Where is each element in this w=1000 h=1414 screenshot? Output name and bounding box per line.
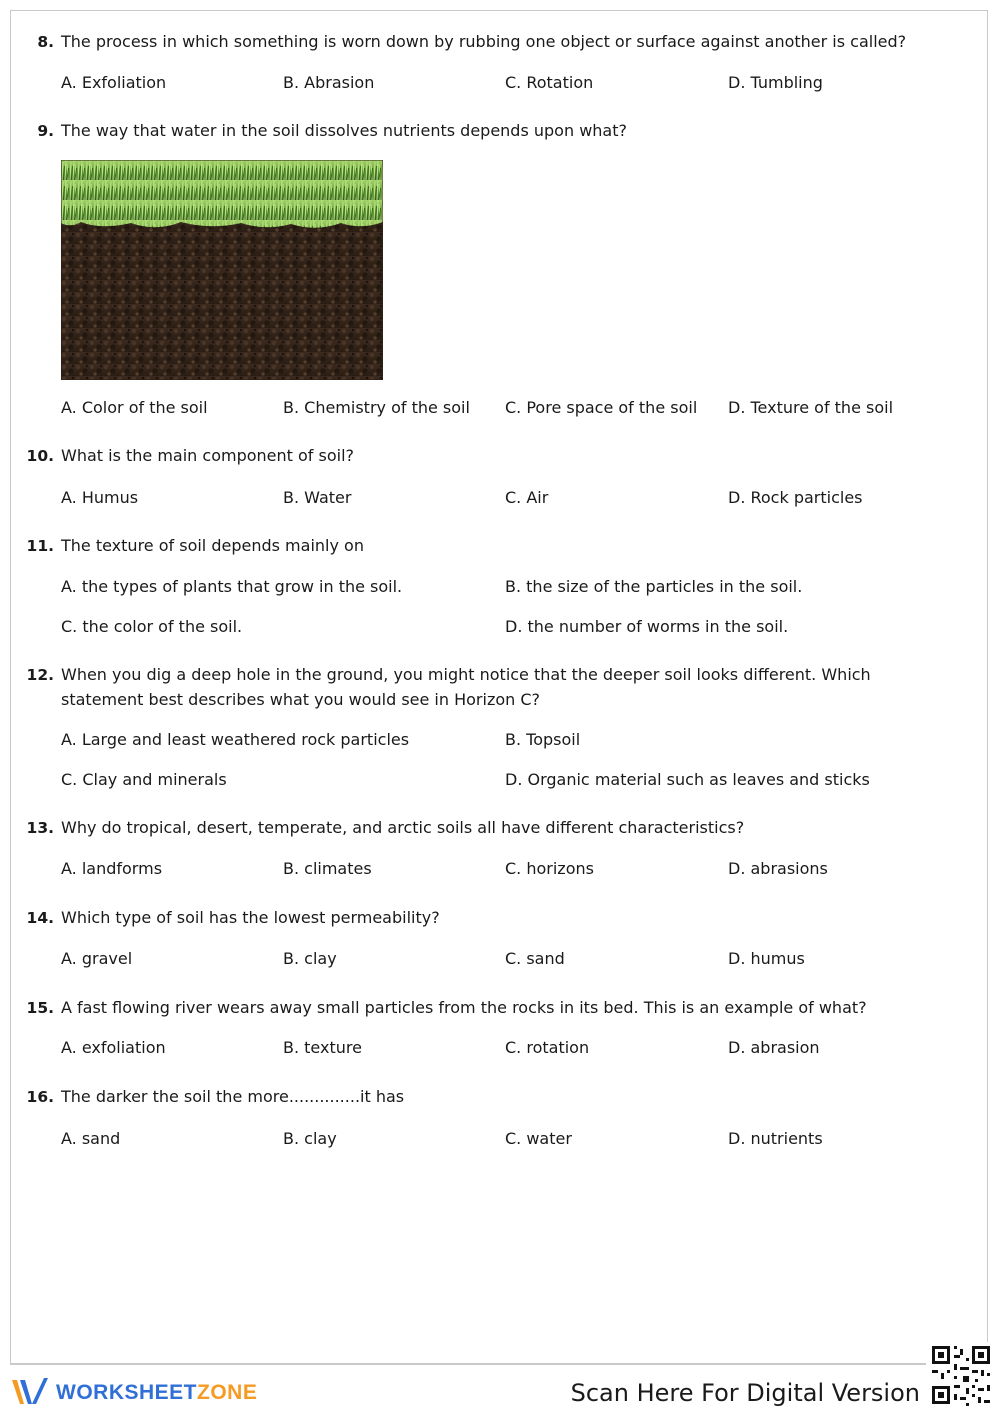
option-b[interactable]: B. Chemistry of the soil: [283, 398, 470, 417]
option-d[interactable]: D. Tumbling: [728, 73, 823, 92]
worksheetzone-logo-icon: [10, 1374, 50, 1412]
qr-code-icon[interactable]: [926, 1342, 996, 1410]
option-c[interactable]: C. Air: [505, 488, 549, 507]
worksheetzone-logo[interactable]: [10, 1376, 257, 1410]
question-number: 11.: [26, 537, 54, 555]
question-text: The way that water in the soil dissolves nutrients depends upon what?: [61, 121, 627, 140]
option-b[interactable]: B. Topsoil: [505, 730, 581, 749]
option-b[interactable]: B. clay: [283, 1129, 337, 1148]
option-a[interactable]: A. exfoliation: [61, 1038, 166, 1057]
question-text: The texture of soil depends mainly on: [61, 536, 364, 555]
option-a[interactable]: A. Large and least weathered rock particles: [61, 730, 410, 749]
question-number: 14.: [26, 909, 54, 927]
soil-cross-section-image: [61, 160, 383, 380]
option-d[interactable]: D. Rock particles: [728, 488, 863, 507]
option-b[interactable]: B. clay: [283, 949, 337, 968]
footer-divider: [10, 1364, 988, 1365]
question-number: 15.: [26, 999, 54, 1017]
option-d[interactable]: D. the number of worms in the soil.: [505, 617, 789, 636]
option-a[interactable]: A. Color of the soil: [61, 398, 208, 417]
option-a[interactable]: A. gravel: [61, 949, 133, 968]
option-b[interactable]: B. texture: [283, 1038, 362, 1057]
question-text: The darker the soil the more..............it has: [61, 1087, 405, 1106]
option-c[interactable]: C. water: [505, 1129, 572, 1148]
option-c[interactable]: C. Pore space of the soil: [505, 398, 698, 417]
question-text: Which type of soil has the lowest permeability?: [61, 908, 440, 927]
question-text: The process in which something is worn down by rubbing one object or surface against another is called?: [61, 32, 907, 51]
option-c[interactable]: C. sand: [505, 949, 565, 968]
option-d[interactable]: D. abrasions: [728, 859, 828, 878]
option-d[interactable]: D. Texture of the soil: [728, 398, 894, 417]
question-number: 8.: [37, 33, 54, 51]
option-c[interactable]: C. the color of the soil.: [61, 617, 243, 636]
question-text: Why do tropical, desert, temperate, and arctic soils all have different characteristics?: [61, 818, 745, 837]
question-number: 16.: [26, 1088, 54, 1106]
question-number: 10.: [26, 447, 54, 465]
option-b[interactable]: B. Abrasion: [283, 73, 375, 92]
option-d[interactable]: D. abrasion: [728, 1038, 820, 1057]
option-b[interactable]: B. the size of the particles in the soil.: [505, 577, 803, 596]
option-b[interactable]: B. Water: [283, 488, 352, 507]
option-d[interactable]: D. Organic material such as leaves and sticks: [505, 770, 870, 789]
option-a[interactable]: A. sand: [61, 1129, 121, 1148]
option-b[interactable]: B. climates: [283, 859, 372, 878]
question-text: A fast flowing river wears away small particles from the rocks in its bed. This is an example of what?: [61, 998, 867, 1017]
option-c[interactable]: C. Rotation: [505, 73, 594, 92]
question-number: 12.: [26, 666, 54, 684]
logo-text-zone: ZONE: [197, 1381, 258, 1404]
logo-text-worksheet: WORKSHEET: [56, 1381, 197, 1404]
option-c[interactable]: C. rotation: [505, 1038, 590, 1057]
question-text: What is the main component of soil?: [61, 446, 355, 465]
option-a[interactable]: A. landforms: [61, 859, 163, 878]
option-a[interactable]: A. the types of plants that grow in the soil.: [61, 577, 403, 596]
logo-text: [56, 1381, 257, 1405]
question-number: 9.: [37, 122, 54, 140]
option-a[interactable]: A. Exfoliation: [61, 73, 167, 92]
question-number: 13.: [26, 819, 54, 837]
option-c[interactable]: C. horizons: [505, 859, 594, 878]
scan-instruction: Scan Here For Digital Version: [570, 1379, 920, 1407]
option-d[interactable]: D. nutrients: [728, 1129, 823, 1148]
option-d[interactable]: D. humus: [728, 949, 805, 968]
option-c[interactable]: C. Clay and minerals: [61, 770, 227, 789]
option-a[interactable]: A. Humus: [61, 488, 139, 507]
question-text: When you dig a deep hole in the ground, you might notice that the deeper soil looks different. Which statement best describes what you would see in Horizon C?: [61, 665, 871, 709]
